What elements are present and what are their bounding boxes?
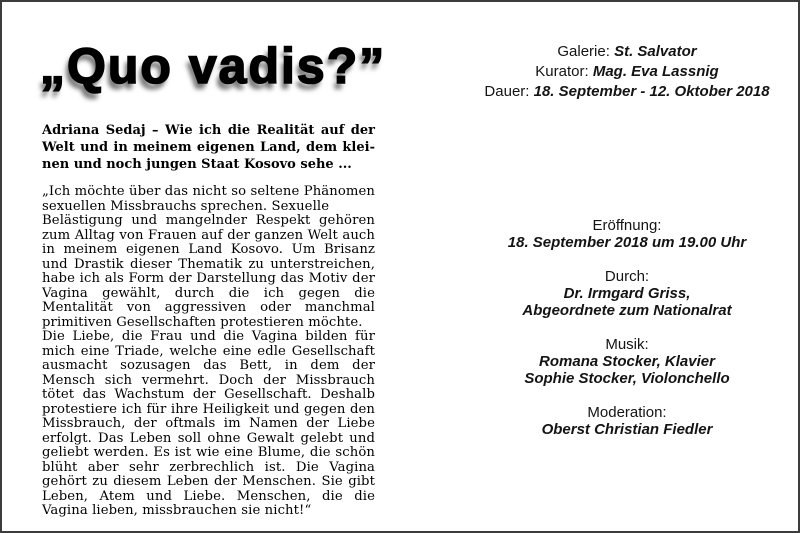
meta-line xyxy=(457,42,797,62)
statement-text: „Ich möchte über das nicht so seltene Phänomen sexuellen Missbrauchs sprechen. Sexuelle Belästigung und mangelnder Respekt gehören zum Alltag von Frauen auf der ganzen Welt auch in meinem eigenen Land Kosovo. Um Brisanz und Drastik dieser Thematik zu unterstreichen, habe ich als Form der Darstellung das Motiv der Vagina gewählt, durch die ich gegen die Mentalität von aggressiven oder manchmal primitiven Gesellschaften protestieren möchte. Die Liebe, die Frau und die Vagina bilden für mich eine Triade, welche eine edle Gesellschaft ausmacht sozusagen das Bett, in dem der Mensch sich vermehrt. Doch der Missbrauch tötet das Wachstum der Gesellschaft. Deshalb protestiere ich für ihre Heiligkeit und gegen den Missbrauch, der oftmals im Namen der Liebe erfolgt. Das Leben soll ohne Gewalt gelebt und geliebt werden. Es ist wie eine Blume, die schön blüht aber sehr zerbrechlich ist. Die Vagina gehört zu diesem Leben der Menschen. Sie gibt Leben, Atem und Liebe. Menschen, die die Vagina lieben, missbrauchen sie nicht!“ xyxy=(42,184,375,518)
meta-value: St. Salvator xyxy=(614,43,697,60)
intro-text: Adriana Sedaj – Wie ich die Realität auf der Welt und in meinem eigenen Land, dem kleinen und noch jungen Staat Kosovo sehe ... xyxy=(42,123,375,172)
event-block-line: Romana Stocker, Klavier xyxy=(539,353,715,370)
event-block-line: Dr. Irmgard Griss, xyxy=(563,285,691,302)
meta-line xyxy=(457,62,797,82)
event-block-line: Abgeordnete zum Nationalrat xyxy=(522,302,732,319)
event-block-label: Moderation: xyxy=(587,404,667,421)
event-block-label: Musik: xyxy=(605,336,649,353)
meta-label: Galerie: xyxy=(557,43,615,60)
event-block xyxy=(457,404,797,438)
event-block-line: 18. September 2018 um 19.00 Uhr xyxy=(507,234,747,251)
exhibition-meta xyxy=(457,42,797,102)
event-block xyxy=(457,336,797,387)
meta-label: Dauer: xyxy=(484,83,534,100)
event-block xyxy=(457,268,797,319)
event-block-line: Oberst Christian Fiedler xyxy=(541,421,713,438)
page-title: „Quo vadis?” xyxy=(40,38,387,94)
meta-value: Mag. Eva Lassnig xyxy=(592,63,719,80)
meta-value: 18. September - 12. Oktober 2018 xyxy=(533,83,770,100)
meta-label: Kurator: xyxy=(535,63,593,80)
meta-line xyxy=(457,82,797,102)
event-details xyxy=(457,217,797,455)
event-block xyxy=(457,217,797,251)
event-block-line: Sophie Stocker, Violonchello xyxy=(524,370,730,387)
event-block-label: Eröffnung: xyxy=(592,217,662,234)
event-block-label: Durch: xyxy=(604,268,650,285)
